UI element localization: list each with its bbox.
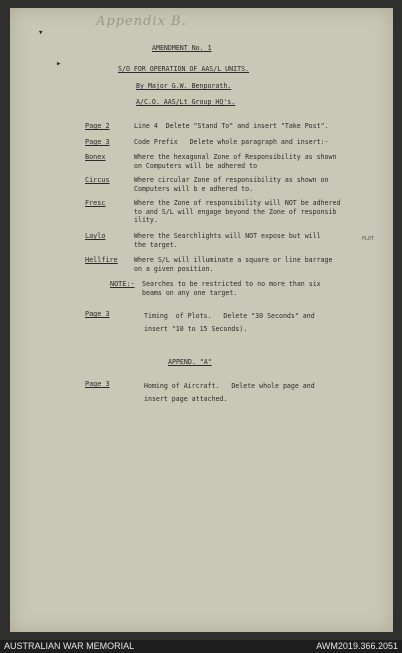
role-line: A/C.O. AAS/Lt Group HQ's. xyxy=(136,98,236,106)
note-label: NOTE:- xyxy=(110,280,135,288)
pin-mark-icon: ▸ xyxy=(56,59,62,69)
entry-label: Page 3 xyxy=(85,380,110,388)
entry-text: Timing of Plots. Delete "30 Seconds" and insert "10 to 15 Seconds). xyxy=(144,312,315,333)
pin-mark-icon: ▾ xyxy=(38,28,44,38)
entry-label: Bonex xyxy=(85,153,106,161)
entry-text: Where S/L will illuminate a square or line barrage on a given position. xyxy=(134,256,333,273)
document-page xyxy=(10,8,393,632)
margin-note: PLOT xyxy=(362,236,375,242)
append-heading: APPEND. "A" xyxy=(168,358,212,366)
entry-text: Where the Zone of responsibility will NOT be adhered to and S/L will engage beyond the Zone of responsib ility. xyxy=(134,199,341,225)
document-title: AMENDMENT No. 1 xyxy=(152,44,212,52)
entry-label: Hellfire xyxy=(85,256,118,264)
entry-label: Circus xyxy=(85,176,110,184)
entry-label: Page 3 xyxy=(85,138,110,146)
entry-text: Homing of Aircraft. Delete whole page and insert page attached. xyxy=(144,382,315,403)
entry-label: Page 2 xyxy=(85,122,110,130)
author-line: By Major G.W. Benporath. xyxy=(136,82,232,90)
entry-text: Where the hexagonal Zone of Responsibility as shown on Computers will be adhered to xyxy=(134,153,337,170)
entry-text: Code Prefix Delete whole paragraph and insert:- xyxy=(134,138,329,146)
entry-text: Line 4 Delete "Stand To" and insert "Take Post". xyxy=(134,122,329,130)
footer-accession: AWM2019.366.2051 xyxy=(316,641,398,651)
footer-institution: AUSTRALIAN WAR MEMORIAL xyxy=(4,641,135,651)
entry-label: Laylo xyxy=(85,232,106,240)
entry-label: Page 3 xyxy=(85,310,110,318)
note-text: Searches to be restricted to no more than six beams on any one target. xyxy=(142,280,321,297)
document-subject: S/O FOR OPERATION OF AAS/L UNITS. xyxy=(118,65,250,73)
handwritten-annotation: Appendix B. xyxy=(96,14,187,29)
archive-footer xyxy=(0,640,402,653)
entry-text: Where circular Zone of responsibility as shown on Computers will b e adhered to. xyxy=(134,176,329,193)
entry-label: Fresc xyxy=(85,199,106,207)
entry-text: Where the Searchlights will NOT expose but will the target. xyxy=(134,232,321,249)
